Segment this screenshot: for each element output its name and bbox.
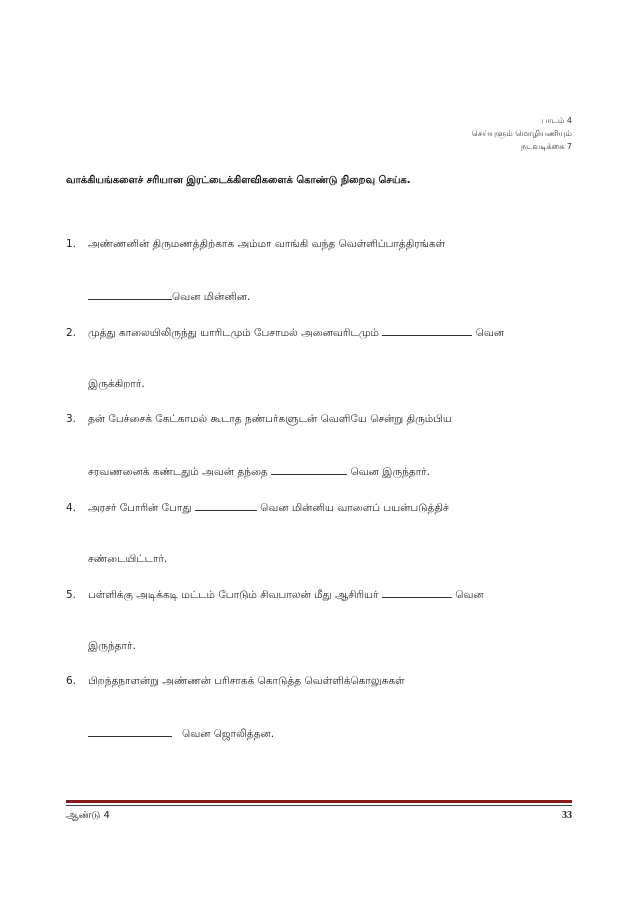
question-text-after-blank: வென [475, 327, 505, 339]
activity-label: நடவடிக்கை 7 [521, 142, 572, 151]
question-number: 3. [66, 413, 77, 425]
question-text-after-blank: வென மின்னிய வாளைப் பயன்படுத்திச் [260, 502, 449, 514]
instruction-text: வாக்கியங்களைச் சரியான இரட்டைக்கிளவிகளைக் கொண்டு நிறைவு செய்க. [66, 175, 411, 186]
question-text-continued: சரவணனைக் கண்டதும் அவன் தந்தை [88, 466, 268, 478]
question-number: 2. [66, 327, 77, 339]
question-text-after-blank: வென [455, 589, 484, 601]
answer-blank[interactable] [271, 463, 347, 475]
question-text: பள்ளிக்கு அடிக்கடி மட்டம் போடும் சிவபாலன் மீது ஆசிரியர் [88, 589, 379, 601]
question-text: பிறந்தநாளன்று அண்ணன் பரிசாகக் கொடுத்த வெள்ளிக்கொலுசுகள் [88, 675, 405, 687]
question-6 [66, 673, 576, 741]
question-text-continued: இருந்தார். [88, 640, 136, 652]
question-text: அண்ணனின் திருமணத்திற்காக அம்மா வாங்கி வந்த வெள்ளிப்பாத்திரங்கள் [88, 238, 446, 250]
topic-label: செய்யுளும் மொழியணியும் [471, 129, 572, 138]
answer-blank[interactable] [88, 288, 172, 300]
answer-blank[interactable] [88, 725, 172, 737]
answer-blank[interactable] [382, 324, 472, 336]
question-number: 4. [66, 502, 77, 514]
question-text-continued: சண்டையிட்டார். [88, 553, 168, 565]
question-1 [66, 236, 576, 304]
lesson-label: பாடம் 4 [541, 116, 572, 125]
answer-blank[interactable] [382, 586, 452, 598]
question-text-continued: இருக்கிறார். [88, 378, 145, 390]
question-text-after-blank: வென இருந்தார். [350, 466, 431, 478]
lesson-header [472, 114, 572, 153]
footer-grade: ஆண்டு 4 [66, 810, 110, 821]
page-number: 33 [562, 810, 572, 821]
footer-rule-thick [66, 800, 572, 803]
question-4 [66, 499, 576, 567]
question-5 [66, 586, 576, 654]
question-text-continued: வென ஜொலித்தன. [182, 728, 275, 740]
question-3 [66, 411, 576, 479]
question-text: முத்து காலையிலிருந்து யாரிடமும் பேசாமல் அனைவரிடமும் [88, 327, 379, 339]
question-number: 6. [66, 675, 77, 687]
question-text: அரசர் போரின் போது [88, 502, 192, 514]
footer-rule-thin [66, 805, 572, 806]
question-number: 5. [66, 589, 77, 601]
question-number: 1. [66, 238, 77, 250]
answer-blank[interactable] [195, 499, 257, 511]
question-text-continued: வென மின்னின. [172, 291, 251, 303]
question-2 [66, 324, 576, 392]
question-text: தன் பேச்சைக் கேட்காமல் கூடாத நண்பர்களுடன் வெளியே சென்று திரும்பிய [88, 413, 452, 425]
